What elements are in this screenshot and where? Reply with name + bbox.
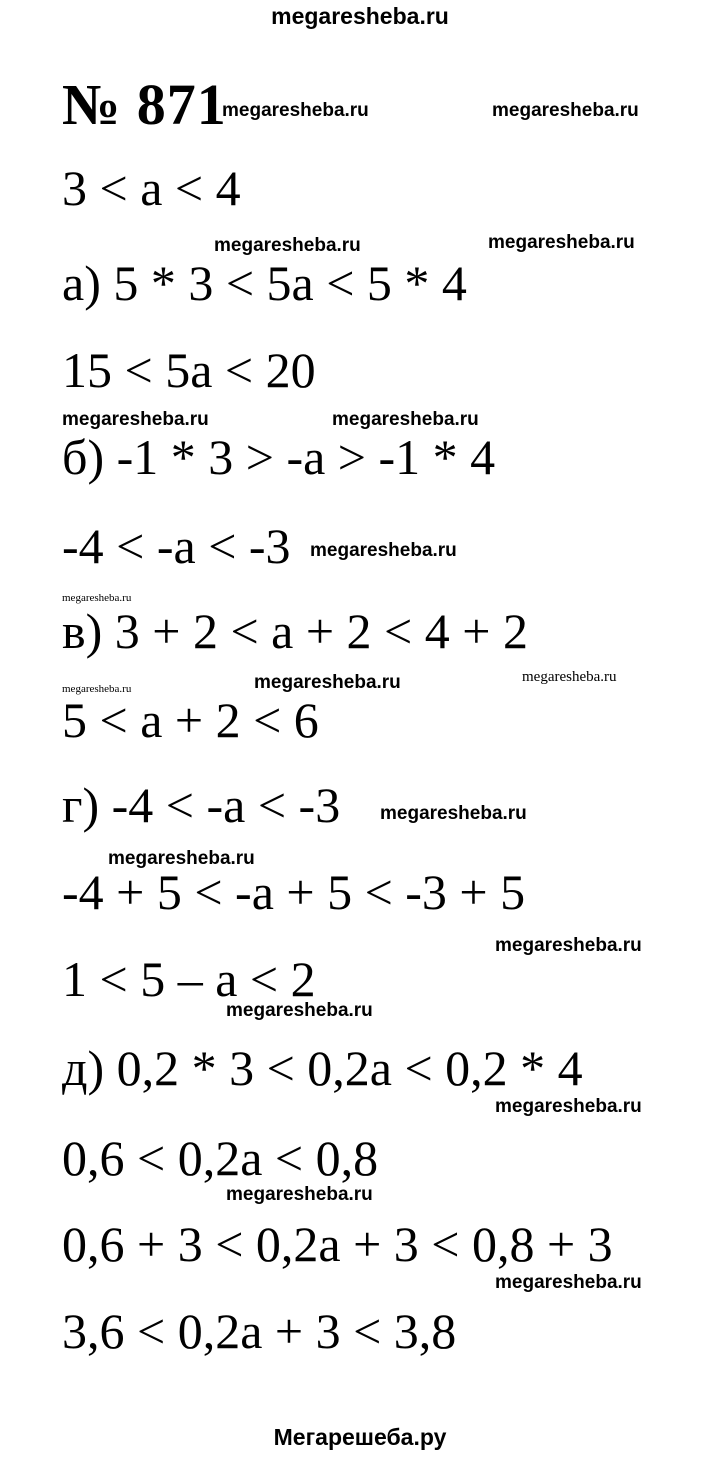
- watermark: megaresheba.ru: [214, 235, 361, 256]
- watermark: megaresheba.ru: [226, 1000, 373, 1021]
- watermark: megaresheba.ru: [380, 803, 527, 824]
- solution-line-d-step1: д) 0,2 * 3 < 0,2a < 0,2 * 4: [62, 1040, 583, 1096]
- watermark: megaresheba.ru: [495, 1096, 642, 1117]
- solution-line-v-step1: в) 3 + 2 < a + 2 < 4 + 2: [62, 603, 528, 659]
- solution-line-a-result: 15 < 5a < 20: [62, 342, 316, 398]
- watermark: megaresheba.ru: [310, 540, 457, 561]
- watermark: megaresheba.ru: [522, 669, 617, 685]
- watermark: megaresheba.ru: [492, 100, 639, 121]
- site-footer-brand: Мегарешеба.ру: [273, 1424, 447, 1450]
- watermark: megaresheba.ru: [495, 935, 642, 956]
- solution-line-v-result: 5 < a + 2 < 6: [62, 692, 319, 748]
- solution-line-b-result: -4 < -a < -3: [62, 518, 291, 574]
- solution-line-b-step1: б) -1 * 3 > -a > -1 * 4: [62, 429, 496, 485]
- watermark: megaresheba.ru: [226, 1184, 373, 1205]
- solution-line-g-step2: -4 + 5 < -a + 5 < -3 + 5: [62, 864, 526, 920]
- watermark: megaresheba.ru: [332, 409, 479, 430]
- watermark: megaresheba.ru: [254, 672, 401, 693]
- site-header-brand: megaresheba.ru: [271, 3, 449, 29]
- solution-line-condition: 3 < a < 4: [62, 160, 241, 216]
- watermark: megaresheba.ru: [62, 683, 132, 695]
- solution-line-d-step3: 0,6 + 3 < 0,2a + 3 < 0,8 + 3: [62, 1216, 613, 1272]
- solution-line-d-step2: 0,6 < 0,2a < 0,8: [62, 1130, 379, 1186]
- solution-line-g-result: 1 < 5 – a < 2: [62, 951, 316, 1007]
- watermark: megaresheba.ru: [222, 100, 369, 121]
- solution-line-a-step1: а) 5 * 3 < 5a < 5 * 4: [62, 255, 467, 311]
- watermark: megaresheba.ru: [62, 592, 132, 604]
- task-number-title: № 871: [62, 72, 227, 137]
- watermark: megaresheba.ru: [495, 1272, 642, 1293]
- watermark: megaresheba.ru: [488, 232, 635, 253]
- watermark: megaresheba.ru: [108, 848, 255, 869]
- watermark: megaresheba.ru: [62, 409, 209, 430]
- solution-line-g-step1: г) -4 < -a < -3: [62, 777, 341, 833]
- solution-line-d-result: 3,6 < 0,2a + 3 < 3,8: [62, 1303, 457, 1359]
